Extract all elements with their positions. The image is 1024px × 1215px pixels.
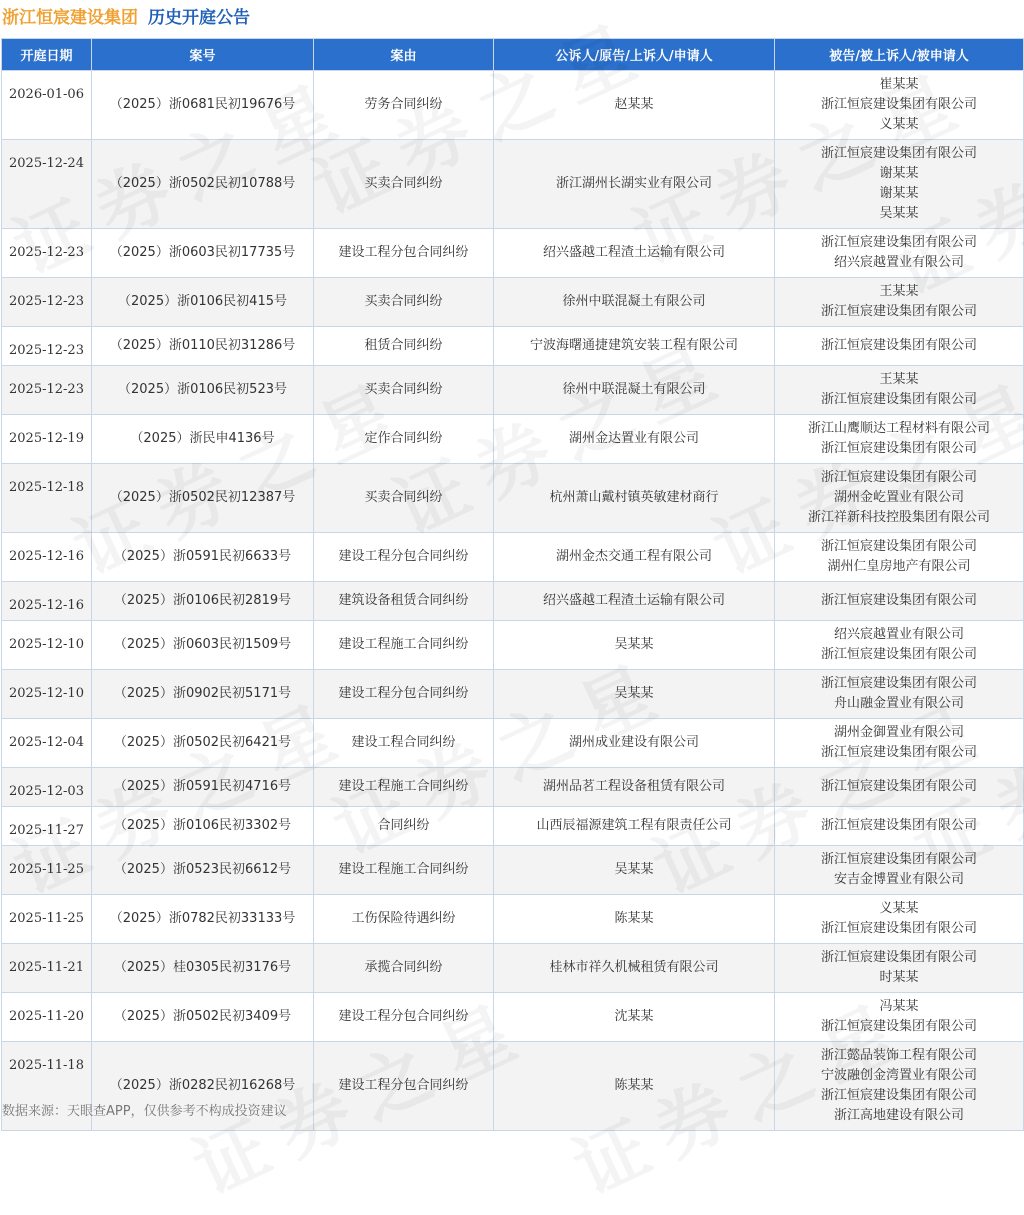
cause-cell: 定作合同纠纷 [314, 415, 494, 464]
table-row [2, 993, 1024, 1042]
case-number-cell: （2025）浙0502民初10788号 [92, 140, 314, 229]
defendant-cell [775, 807, 1024, 846]
defendant-name: 湖州仁皇房地产有限公司 [827, 559, 971, 574]
plaintiff-cell: 徐州中联混凝土有限公司 [494, 366, 775, 415]
cause-cell: 租赁合同纠纷 [314, 327, 494, 366]
case-number-cell: （2025）浙0282民初16268号 [92, 1042, 314, 1131]
cause-cell: 工伤保险待遇纠纷 [314, 895, 494, 944]
defendant-cell [775, 229, 1024, 278]
column-header-plaintiff: 公诉人/原告/上诉人/申请人 [494, 39, 775, 71]
hearing-date-cell: 2025-12-24 [2, 140, 92, 229]
defendant-name: 义某某 [879, 117, 919, 132]
defendant-name: 浙江恒宸建设集团有限公司 [820, 950, 977, 965]
cause-cell: 建筑设备租赁合同纠纷 [314, 582, 494, 621]
hearing-date-cell: 2025-11-27 [2, 807, 92, 846]
plaintiff-cell: 绍兴盛越工程渣土运输有限公司 [494, 229, 775, 278]
plaintiff-cell: 浙江湖州长湖实业有限公司 [494, 140, 775, 229]
defendant-cell [775, 895, 1024, 944]
case-number-cell: （2025）浙0110民初31286号 [92, 327, 314, 366]
cause-cell: 建设工程分包合同纠纷 [314, 670, 494, 719]
cause-cell: 建设工程施工合同纠纷 [314, 846, 494, 895]
table-row [2, 582, 1024, 621]
defendant-name: 谢某某 [879, 186, 919, 201]
defendant-name: 舟山融金置业有限公司 [833, 696, 964, 711]
defendant-cell [775, 415, 1024, 464]
case-number-cell: （2025）浙0681民初19676号 [92, 71, 314, 140]
hearing-date-cell: 2025-12-10 [2, 670, 92, 719]
defendant-name: 浙江恒宸建设集团有限公司 [820, 146, 977, 161]
cause-cell: 建设工程分包合同纠纷 [314, 533, 494, 582]
defendant-name: 崔某某 [879, 77, 919, 92]
table-row [2, 229, 1024, 278]
table-row [2, 533, 1024, 582]
case-number-cell: （2025）浙0106民初523号 [92, 366, 314, 415]
hearing-date-cell: 2025-11-25 [2, 846, 92, 895]
table-row [2, 719, 1024, 768]
case-number-cell: （2025）浙0603民初1509号 [92, 621, 314, 670]
hearing-date-cell: 2025-11-21 [2, 944, 92, 993]
plaintiff-cell: 吴某某 [494, 846, 775, 895]
defendant-cell [775, 1042, 1024, 1131]
cause-cell: 建设工程合同纠纷 [314, 719, 494, 768]
table-row [2, 846, 1024, 895]
table-row [2, 895, 1024, 944]
case-number-cell: （2025）浙0502民初3409号 [92, 993, 314, 1042]
defendant-cell [775, 719, 1024, 768]
hearing-date-cell: 2025-12-04 [2, 719, 92, 768]
defendant-name: 冯某某 [879, 999, 919, 1014]
column-header-case-number: 案号 [92, 39, 314, 71]
hearing-date-cell: 2025-12-03 [2, 768, 92, 807]
table-row [2, 140, 1024, 229]
cause-cell: 建设工程施工合同纠纷 [314, 768, 494, 807]
defendant-name: 浙江山鹰顺达工程材料有限公司 [807, 421, 990, 436]
plaintiff-cell: 宁波海曙通捷建筑安装工程有限公司 [494, 327, 775, 366]
defendant-name: 浙江懿品装饰工程有限公司 [820, 1048, 977, 1063]
hearing-date-cell: 2025-12-23 [2, 278, 92, 327]
cause-cell: 建设工程施工合同纠纷 [314, 621, 494, 670]
defendant-name: 湖州金御置业有限公司 [833, 725, 964, 740]
defendant-name: 浙江恒宸建设集团有限公司 [820, 441, 977, 456]
case-number-cell: （2025）浙民申4136号 [92, 415, 314, 464]
cause-cell: 合同纠纷 [314, 807, 494, 846]
cause-cell: 买卖合同纠纷 [314, 464, 494, 533]
plaintiff-cell: 赵某某 [494, 71, 775, 140]
defendant-name: 王某某 [879, 284, 919, 299]
plaintiff-cell: 杭州萧山戴村镇英敏建材商行 [494, 464, 775, 533]
column-header-defendant: 被告/被上诉人/被申请人 [775, 39, 1024, 71]
defendant-name: 浙江恒宸建设集团有限公司 [820, 921, 977, 936]
defendant-name: 吴某某 [879, 206, 919, 221]
hearing-date-cell: 2025-12-16 [2, 533, 92, 582]
company-name: 浙江恒宸建设集团 [2, 7, 138, 28]
page-header [0, 0, 1024, 30]
defendant-cell [775, 366, 1024, 415]
defendant-cell [775, 140, 1024, 229]
case-number-cell: （2025）浙0603民初17735号 [92, 229, 314, 278]
defendant-name: 浙江恒宸建设集团有限公司 [820, 539, 977, 554]
hearing-date-cell: 2025-12-23 [2, 229, 92, 278]
hearing-date-cell: 2025-11-18 [2, 1042, 92, 1131]
hearing-date-cell: 2025-12-18 [2, 464, 92, 533]
defendant-name: 浙江恒宸建设集团有限公司 [820, 647, 977, 662]
defendant-name: 浙江恒宸建设集团有限公司 [820, 338, 977, 353]
plaintiff-cell: 陈某某 [494, 895, 775, 944]
defendant-name: 浙江恒宸建设集团有限公司 [820, 745, 977, 760]
case-number-cell: （2025）浙0523民初6612号 [92, 846, 314, 895]
defendant-name: 宁波融创金湾置业有限公司 [820, 1068, 977, 1083]
defendant-cell [775, 993, 1024, 1042]
plaintiff-cell: 徐州中联混凝土有限公司 [494, 278, 775, 327]
defendant-name: 浙江恒宸建设集团有限公司 [820, 852, 977, 867]
hearing-date-cell: 2026-01-06 [2, 71, 92, 140]
cause-cell: 买卖合同纠纷 [314, 140, 494, 229]
defendant-name: 王某某 [879, 372, 919, 387]
cause-cell: 建设工程分包合同纠纷 [314, 993, 494, 1042]
plaintiff-cell: 湖州成业建设有限公司 [494, 719, 775, 768]
case-number-cell: （2025）浙0502民初12387号 [92, 464, 314, 533]
hearing-date-cell: 2025-11-25 [2, 895, 92, 944]
plaintiff-cell: 山西辰福源建筑工程有限责任公司 [494, 807, 775, 846]
defendant-name: 浙江祥新科技控股集团有限公司 [807, 510, 990, 525]
defendant-name: 时某某 [879, 970, 919, 985]
data-source-note: 数据来源：天眼查APP，仅供参考不构成投资建议 [2, 1104, 287, 1119]
defendant-name: 浙江恒宸建设集团有限公司 [820, 779, 977, 794]
defendant-name: 浙江恒宸建设集团有限公司 [820, 304, 977, 319]
cause-cell: 建设工程分包合同纠纷 [314, 1042, 494, 1131]
defendant-cell [775, 846, 1024, 895]
defendant-cell [775, 327, 1024, 366]
case-number-cell: （2025）浙0902民初5171号 [92, 670, 314, 719]
defendant-cell [775, 71, 1024, 140]
defendant-cell [775, 670, 1024, 719]
hearing-notice-table [1, 38, 1024, 1131]
page-subtitle: 历史开庭公告 [148, 7, 250, 28]
plaintiff-cell: 陈某某 [494, 1042, 775, 1131]
plaintiff-cell: 桂林市祥久机械租赁有限公司 [494, 944, 775, 993]
cause-cell: 买卖合同纠纷 [314, 278, 494, 327]
plaintiff-cell: 湖州金杰交通工程有限公司 [494, 533, 775, 582]
defendant-name: 浙江恒宸建设集团有限公司 [820, 818, 977, 833]
defendant-cell [775, 464, 1024, 533]
hearing-date-cell: 2025-12-16 [2, 582, 92, 621]
defendant-name: 绍兴宸越置业有限公司 [833, 627, 964, 642]
defendant-name: 湖州金屹置业有限公司 [833, 490, 964, 505]
plaintiff-cell: 湖州品茗工程设备租赁有限公司 [494, 768, 775, 807]
case-number-cell: （2025）浙0502民初6421号 [92, 719, 314, 768]
case-number-cell: （2025）浙0106民初3302号 [92, 807, 314, 846]
table-row [2, 366, 1024, 415]
case-number-cell: （2025）浙0591民初4716号 [92, 768, 314, 807]
plaintiff-cell: 沈某某 [494, 993, 775, 1042]
table-row [2, 464, 1024, 533]
table-row [2, 415, 1024, 464]
table-row [2, 670, 1024, 719]
defendant-name: 谢某某 [879, 166, 919, 181]
plaintiff-cell: 吴某某 [494, 621, 775, 670]
table-row [2, 768, 1024, 807]
table-row [2, 327, 1024, 366]
defendant-cell [775, 621, 1024, 670]
plaintiff-cell: 吴某某 [494, 670, 775, 719]
defendant-name: 浙江恒宸建设集团有限公司 [820, 470, 977, 485]
hearing-date-cell: 2025-12-19 [2, 415, 92, 464]
defendant-name: 浙江恒宸建设集团有限公司 [820, 1088, 977, 1103]
defendant-name: 义某某 [879, 901, 919, 916]
hearing-date-cell: 2025-11-20 [2, 993, 92, 1042]
case-number-cell: （2025）浙0106民初415号 [92, 278, 314, 327]
table-row [2, 944, 1024, 993]
case-number-cell: （2025）桂0305民初3176号 [92, 944, 314, 993]
defendant-name: 浙江恒宸建设集团有限公司 [820, 593, 977, 608]
case-number-cell: （2025）浙0591民初6633号 [92, 533, 314, 582]
table-header-row [2, 39, 1024, 71]
cause-cell: 买卖合同纠纷 [314, 366, 494, 415]
defendant-cell [775, 768, 1024, 807]
defendant-name: 浙江高地建设有限公司 [833, 1108, 964, 1123]
defendant-name: 绍兴宸越置业有限公司 [833, 255, 964, 270]
plaintiff-cell: 绍兴盛越工程渣土运输有限公司 [494, 582, 775, 621]
plaintiff-cell: 湖州金达置业有限公司 [494, 415, 775, 464]
hearing-date-cell: 2025-12-23 [2, 327, 92, 366]
defendant-name: 浙江恒宸建设集团有限公司 [820, 676, 977, 691]
hearing-date-cell: 2025-12-23 [2, 366, 92, 415]
table-row [2, 278, 1024, 327]
table-body [2, 71, 1024, 1131]
cause-cell: 承揽合同纠纷 [314, 944, 494, 993]
column-header-cause: 案由 [314, 39, 494, 71]
defendant-name: 浙江恒宸建设集团有限公司 [820, 1019, 977, 1034]
defendant-name: 浙江恒宸建设集团有限公司 [820, 392, 977, 407]
defendant-cell [775, 944, 1024, 993]
table-row [2, 71, 1024, 140]
cause-cell: 建设工程分包合同纠纷 [314, 229, 494, 278]
defendant-cell [775, 582, 1024, 621]
hearing-date-cell: 2025-12-10 [2, 621, 92, 670]
defendant-cell [775, 533, 1024, 582]
case-number-cell: （2025）浙0782民初33133号 [92, 895, 314, 944]
column-header-date: 开庭日期 [2, 39, 92, 71]
defendant-cell [775, 278, 1024, 327]
table-row [2, 621, 1024, 670]
defendant-name: 浙江恒宸建设集团有限公司 [820, 97, 977, 112]
defendant-name: 安吉金博置业有限公司 [833, 872, 964, 887]
cause-cell: 劳务合同纠纷 [314, 71, 494, 140]
table-row [2, 807, 1024, 846]
case-number-cell: （2025）浙0106民初2819号 [92, 582, 314, 621]
defendant-name: 浙江恒宸建设集团有限公司 [820, 235, 977, 250]
